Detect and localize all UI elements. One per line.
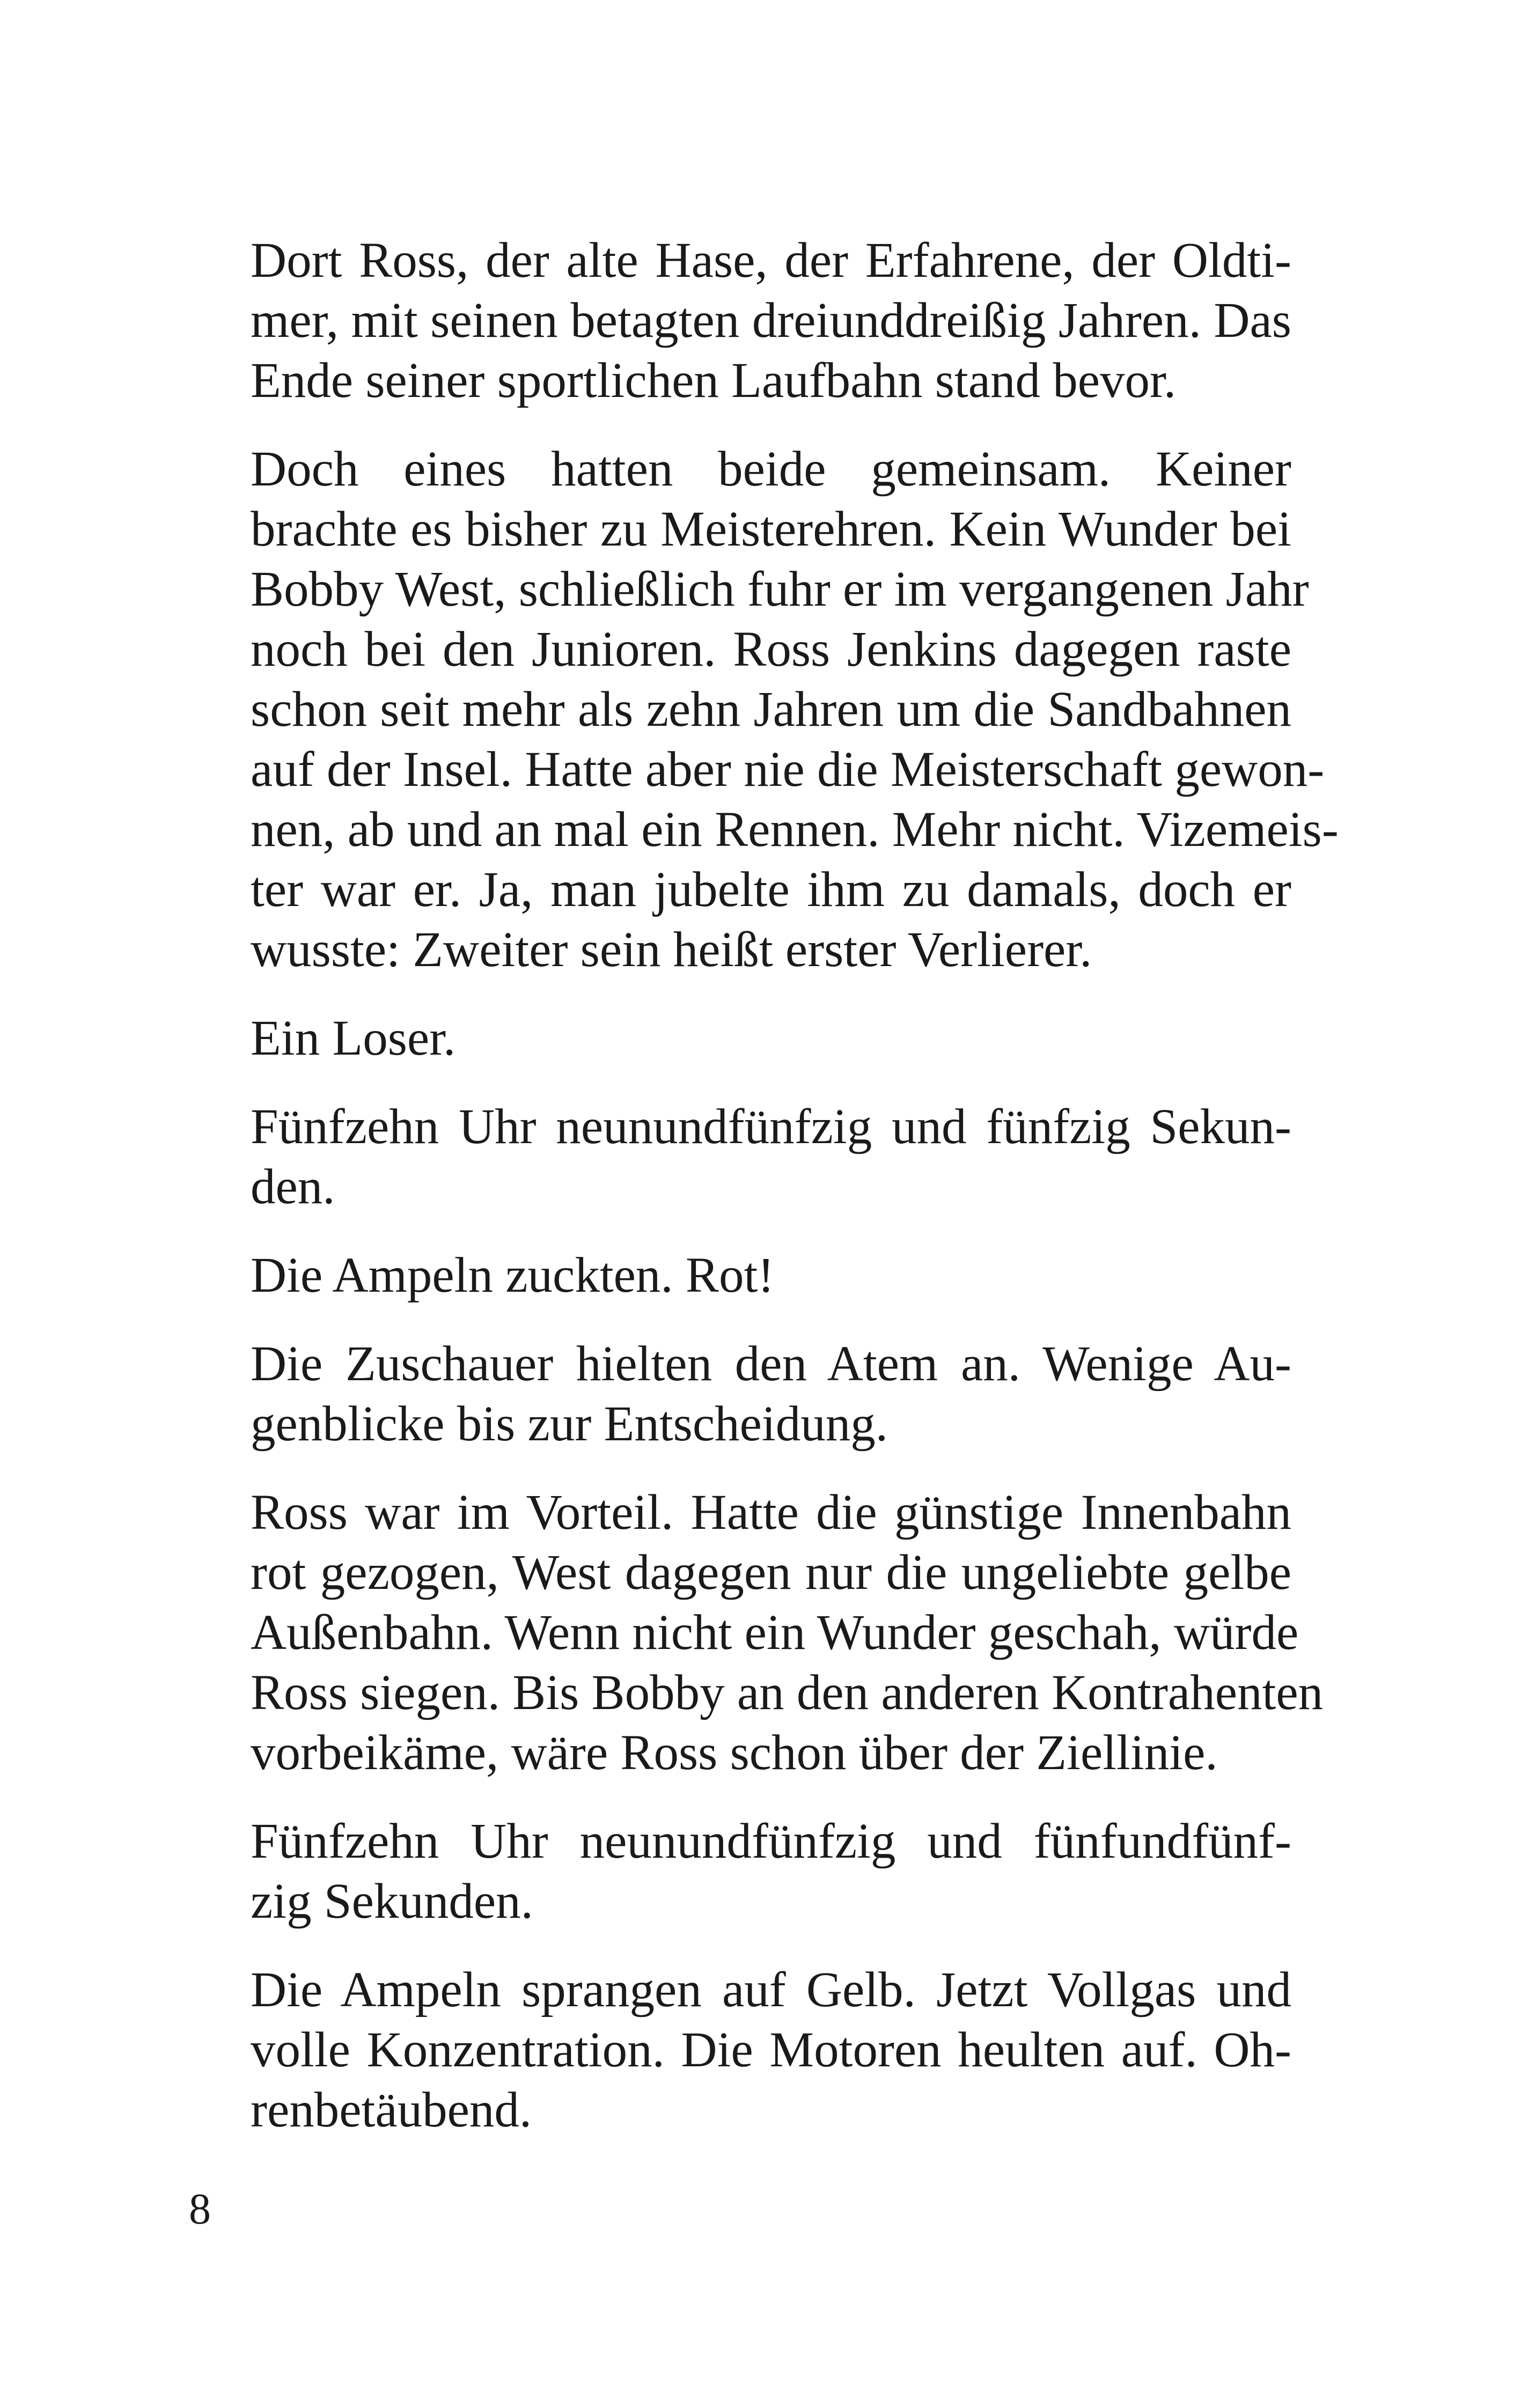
body-text	[189, 231, 1339, 2169]
paragraph	[189, 1008, 1291, 1069]
text-line: brachte es bisher zu Meisterehren. Kein Wunder bei	[251, 502, 1291, 557]
text-line: Bobby West, schließlich fuhr er im vergangenen Jahr	[251, 562, 1309, 617]
paragraph	[189, 1097, 1291, 1217]
text-line: Doch eines hatten beide gemeinsam. Keiner	[251, 441, 1291, 497]
text-line: noch bei den Junioren. Ross Jenkins dagegen raste	[251, 622, 1291, 677]
paragraph	[189, 1960, 1291, 2140]
text-line: Fünfzehn Uhr neunundfünfzig und fünfzig Sekun-	[251, 1099, 1291, 1154]
paragraph	[189, 1811, 1291, 1932]
text-line: ter war er. Ja, man jubelte ihm zu damals, doch er	[251, 862, 1291, 917]
text-line: nen, ab und an mal ein Rennen. Mehr nicht. Vizemeis-	[251, 802, 1339, 857]
text-line: vorbeikäme, wäre Ross schon über der Ziellinie.	[251, 1725, 1218, 1780]
text-line: renbetäubend.	[251, 2082, 532, 2138]
text-line: genblicke bis zur Entscheidung.	[251, 1396, 888, 1452]
text-line: mer, mit seinen betagten dreiunddreißig Jahren. Das	[251, 293, 1291, 348]
text-line: Fünfzehn Uhr neunundfünfzig und fünfundfünf-	[251, 1814, 1291, 1869]
text-line: Die Zuschauer hielten den Atem an. Wenige Au-	[251, 1336, 1291, 1391]
paragraph	[189, 231, 1291, 411]
text-line: Ende seiner sportlichen Laufbahn stand bevor.	[251, 353, 1177, 408]
paragraph	[189, 1246, 1291, 1306]
paragraph	[189, 439, 1339, 980]
text-line: Die Ampeln zuckten. Rot!	[251, 1248, 775, 1303]
text-line: Die Ampeln sprangen auf Gelb. Jetzt Vollgas und	[251, 1962, 1291, 2017]
text-line: Dort Ross, der alte Hase, der Erfahrene, der Oldti-	[251, 233, 1291, 288]
text-line: schon seit mehr als zehn Jahren um die Sandbahnen	[251, 682, 1291, 737]
paragraph	[189, 1483, 1324, 1783]
text-line: wusste: Zweiter sein heißt erster Verlierer.	[251, 922, 1092, 977]
text-line: auf der Insel. Hatte aber nie die Meisterschaft gewon-	[251, 742, 1325, 797]
text-line: volle Konzentration. Die Motoren heulten auf. Oh-	[251, 2022, 1291, 2078]
paragraph	[189, 1334, 1291, 1454]
text-line: rot gezogen, West dagegen nur die ungeliebte gelbe	[251, 1545, 1291, 1600]
text-line: Ross war im Vorteil. Hatte die günstige Innenbahn	[251, 1485, 1291, 1540]
text-line: Ein Loser.	[251, 1011, 456, 1066]
page-number: 8	[189, 2184, 211, 2233]
text-line: zig Sekunden.	[251, 1874, 533, 1929]
text-line: den.	[251, 1159, 335, 1214]
text-line: Außenbahn. Wenn nicht ein Wunder geschah, würde	[251, 1605, 1299, 1660]
text-line: Ross siegen. Bis Bobby an den anderen Kontrahenten	[251, 1665, 1324, 1720]
